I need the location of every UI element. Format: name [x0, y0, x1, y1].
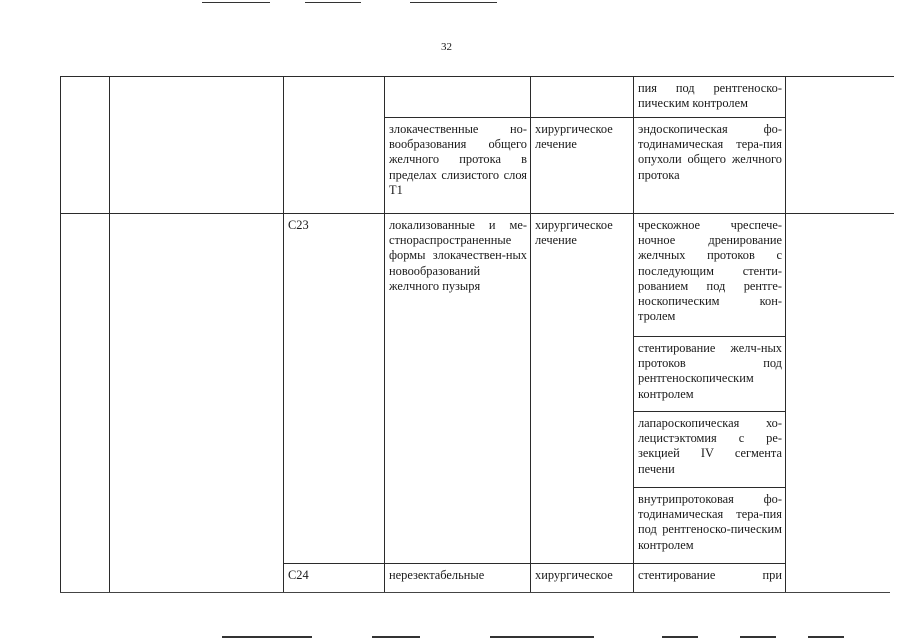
cell-condition: нерезектабельные — [385, 564, 531, 594]
table-bottom-edge — [60, 592, 890, 593]
cell-extra — [786, 77, 894, 214]
page-cut-mask — [57, 592, 897, 640]
cell-condition: злокачественные но-вообразования общего желчного протока в пределах слизистого слоя T1 — [385, 118, 531, 214]
page-number: 32 — [441, 41, 452, 53]
scan-artifact-line — [490, 636, 594, 638]
scan-artifact-line — [662, 636, 698, 638]
cell-code: C24 — [284, 564, 385, 594]
scan-artifact-line — [410, 2, 497, 3]
cell-treatment-type — [531, 77, 634, 118]
cell-method: пия под рентгеноско-пическим контролем — [634, 77, 786, 118]
cell-profile — [110, 77, 284, 214]
table-row — [61, 214, 894, 337]
medical-care-table — [60, 76, 894, 594]
cell-method: чрескожное чреспече-ночное дренирование желчных протоков с последующим стенти-рованием под рентге-носкопическим кон-тролем — [634, 214, 786, 337]
cell-method: эндоскопическая фо-тодинамическая тера-пия опухоли общего желчного протока — [634, 118, 786, 214]
cell-extra — [786, 214, 894, 594]
cell-treatment-type: хирургическое лечение — [531, 214, 634, 564]
cell-condition — [385, 77, 531, 118]
scan-artifact-line — [202, 2, 270, 3]
cell-condition: локализованные и ме-стнораспространенные формы злокачествен-ных новообразований желчного пузыря — [385, 214, 531, 564]
cell-method: стентирование желч-ных протоков под рентгеноскопическим контролем — [634, 337, 786, 412]
table-row — [61, 77, 894, 118]
cell-treatment-type: хирургическое лечение — [531, 118, 634, 214]
scan-artifact-line — [305, 2, 361, 3]
cell-method: внутрипротоковая фо-тодинамическая тера-пия под рентгеноско-пическим контролем — [634, 488, 786, 564]
scan-artifact-line — [222, 636, 312, 638]
cell-profile — [110, 214, 284, 594]
scan-artifact-line — [808, 636, 844, 638]
scan-artifact-line — [740, 636, 776, 638]
cell-method: лапароскопическая хо-лецистэктомия с ре-зекцией IV сегмента печени — [634, 412, 786, 488]
scan-artifact-line — [372, 636, 420, 638]
cell-code — [284, 77, 385, 214]
cell-treatment-type: хирургическое — [531, 564, 634, 594]
cell-index — [61, 214, 110, 594]
cell-code: C23 — [284, 214, 385, 564]
cell-index — [61, 77, 110, 214]
cell-method: стентирование при — [634, 564, 786, 594]
